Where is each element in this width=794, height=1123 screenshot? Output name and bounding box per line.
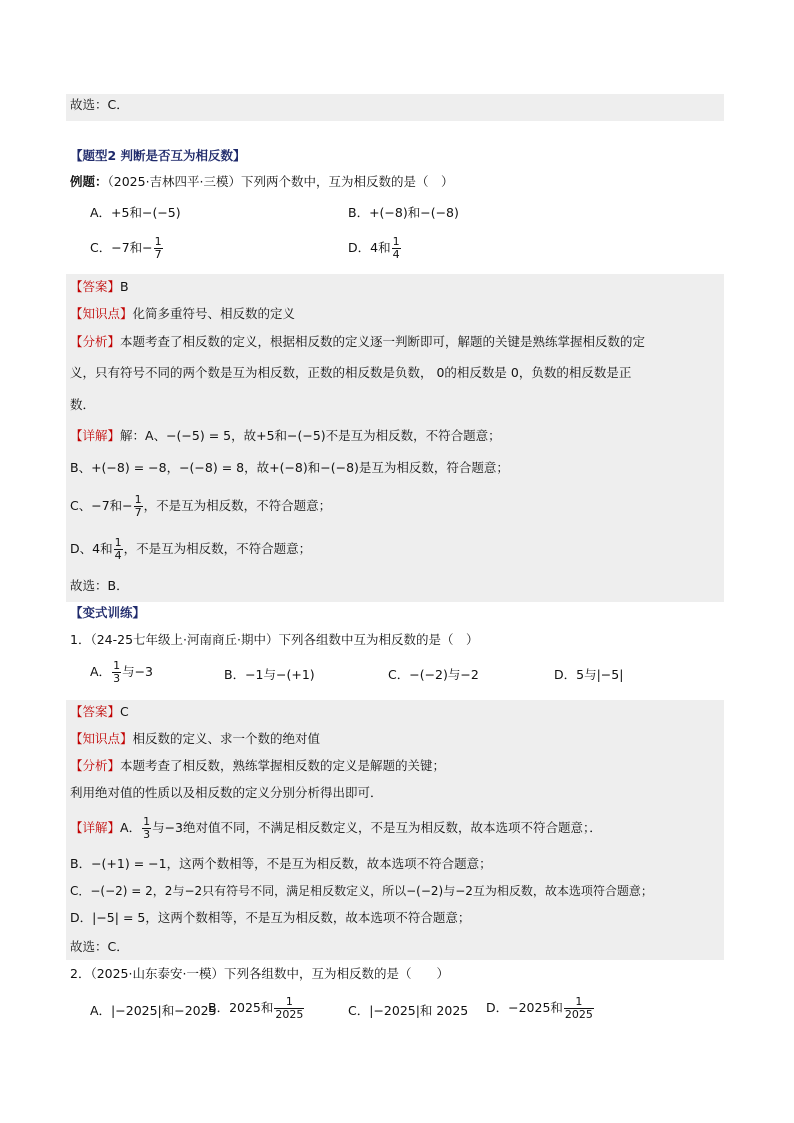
q1-detail-line-3: C．−(−2) = 2，2与−2只有符号不同，满足相反数定义，所以−(−2)与−2互为相反数，故本选项符合题意；	[70, 884, 653, 898]
q1-option-a-prefix: A．	[90, 664, 112, 679]
fraction-denominator: 4	[114, 549, 122, 562]
q1-option-c: C．−(−2)与−2	[388, 667, 479, 682]
q2-option-b-prefix: B．2025和	[208, 1000, 274, 1015]
fraction-numerator: 1	[114, 536, 122, 549]
detail-line-4	[70, 537, 311, 562]
q1-detail-line-2: B．−(+1) = −1，这两个数相等，不是互为相反数，故本选项不符合题意；	[70, 856, 492, 871]
q2-option-b-fraction	[274, 996, 304, 1021]
option-a: A．+5和−(−5)	[90, 205, 181, 220]
detail-1-fraction	[142, 816, 151, 841]
analysis-text-1: 本题考查了相反数，熟练掌握相反数的定义是解题的关键；	[120, 758, 446, 773]
q1-detail-line-4: D．|−5| = 5，这两个数相等，不是互为相反数，故本选项不符合题意；	[70, 910, 471, 925]
fraction-denominator: 2025	[275, 1008, 304, 1021]
knowledge-tag: 【知识点】	[70, 306, 133, 321]
option-d	[348, 236, 402, 261]
fraction-numerator: 1	[392, 235, 400, 248]
detail-3-suffix: ，不是互为相反数，不符合题意；	[143, 498, 332, 513]
q1-conclusion: 故选：C．	[70, 939, 129, 954]
fraction-denominator: 7	[154, 248, 162, 261]
type2-conclusion: 故选：B．	[70, 578, 129, 593]
fraction-denominator: 2025	[564, 1008, 593, 1021]
section-header-type2: 【题型2 判断是否互为相反数】	[70, 148, 246, 163]
fraction-numerator: 1	[143, 815, 151, 828]
top-conclusion: 故选：C．	[70, 97, 129, 112]
detail-4-fraction	[114, 537, 123, 562]
detail-4-suffix: ，不是互为相反数，不符合题意；	[123, 541, 312, 556]
detail-3-fraction	[134, 494, 143, 519]
q2-option-d-fraction	[564, 996, 594, 1021]
detail-text-1: 解：A、−(−5) = 5，故+5和−(−5)不是互为相反数，不符合题意；	[120, 428, 501, 443]
answer-line	[70, 278, 129, 296]
answer-tag: 【答案】	[70, 704, 121, 719]
fraction-denominator: 7	[134, 506, 142, 519]
fraction-denominator: 3	[143, 828, 151, 841]
section-header-training: 【变式训练】	[70, 605, 146, 620]
q1-analysis-line-1	[70, 757, 445, 775]
detail-line-2: B、+(−8) = −8，−(−8) = 8，故+(−8)和−(−8)是互为相反数，符合题意；	[70, 460, 509, 475]
detail-4-prefix: D、4和	[70, 541, 113, 556]
knowledge-text: 化简多重符号、相反数的定义	[132, 306, 296, 321]
analysis-text-1: 本题考查了相反数的定义，根据相反数的定义逐一判断即可，解题的关键是熟练掌握相反数的定	[120, 334, 646, 349]
fraction-denominator: 4	[392, 248, 400, 261]
detail-1-suffix: 与−3绝对值不同，不满足相反数定义，不是互为相反数，故本选项不符合题意；．	[152, 820, 602, 835]
solution-block-top	[66, 94, 724, 121]
fraction-numerator: 1	[134, 493, 142, 506]
q1-analysis-line-2: 利用绝对值的性质以及相反数的定义分别分析得出即可．	[70, 785, 383, 800]
option-c	[90, 236, 164, 261]
analysis-line-2: 义，只有符号不同的两个数是互为相反数，正数的相反数是负数， 0的相反数是 0，负数的相反数是正	[70, 365, 632, 380]
detail-tag: 【详解】	[70, 820, 121, 835]
knowledge-tag: 【知识点】	[70, 731, 133, 746]
fraction-denominator: 3	[113, 672, 121, 685]
detail-line-1	[70, 427, 501, 445]
q2-option-b	[208, 996, 305, 1021]
q1-knowledge-line	[70, 730, 320, 748]
example-question	[70, 173, 454, 191]
answer-value: C	[120, 704, 129, 719]
knowledge-line	[70, 305, 295, 323]
analysis-line-3: 数．	[70, 397, 96, 412]
detail-1-prefix: A．	[120, 820, 142, 835]
option-c-fraction	[154, 236, 163, 261]
knowledge-text: 相反数的定义、求一个数的绝对值	[132, 731, 321, 746]
q1-option-b: B．−1与−(+1)	[224, 667, 315, 682]
q1-option-a-fraction	[112, 660, 121, 685]
q2-option-a: A．|−2025|和−2025	[90, 1003, 217, 1018]
analysis-tag: 【分析】	[70, 758, 121, 773]
fraction-numerator: 1	[575, 995, 583, 1008]
q1-option-a	[90, 660, 153, 685]
option-d-prefix: D．4和	[348, 240, 391, 255]
fraction-numerator: 1	[154, 235, 162, 248]
example-text: （2025·吉林四平·三模）下列两个数中，互为相反数的是（ ）	[107, 174, 454, 189]
q1-option-a-suffix: 与−3	[122, 664, 153, 679]
q1-answer-line	[70, 703, 129, 721]
detail-line-3	[70, 494, 331, 519]
option-c-prefix: C．−7和−	[90, 240, 153, 255]
q2-option-d-prefix: D．−2025和	[486, 1000, 563, 1015]
q2-option-c: C．|−2025|和 2025	[348, 1003, 469, 1018]
fraction-numerator: 1	[285, 995, 293, 1008]
detail-3-prefix: C、−7和−	[70, 498, 133, 513]
q1-detail-line-1	[70, 816, 602, 841]
example-label: 例题：	[70, 174, 108, 189]
q2-stem: 2．（2025·山东泰安·一模）下列各组数中，互为相反数的是（ ）	[70, 966, 449, 981]
option-d-fraction	[392, 236, 401, 261]
analysis-line-1	[70, 333, 645, 351]
analysis-tag: 【分析】	[70, 334, 121, 349]
option-b: B．+(−8)和−(−8)	[348, 205, 459, 220]
answer-value: B	[120, 279, 129, 294]
answer-tag: 【答案】	[70, 279, 121, 294]
q1-option-d: D．5与|−5|	[554, 667, 624, 682]
q2-option-d	[486, 996, 595, 1021]
detail-tag: 【详解】	[70, 428, 121, 443]
fraction-numerator: 1	[113, 659, 121, 672]
q1-stem: 1．（24-25七年级上·河南商丘·期中）下列各组数中互为相反数的是（ ）	[70, 632, 479, 647]
